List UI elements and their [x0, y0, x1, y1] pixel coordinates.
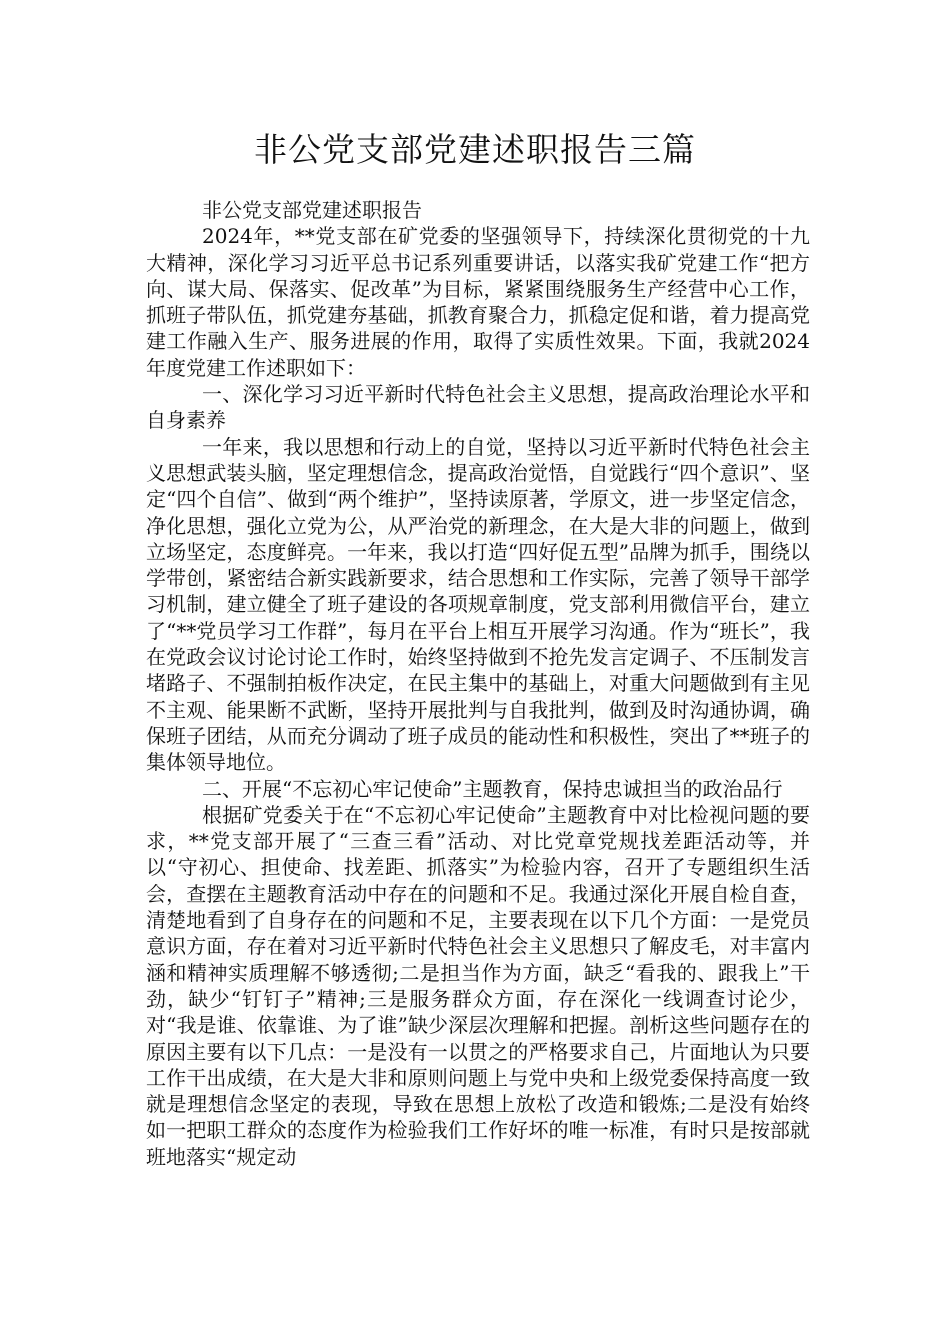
- intro-paragraph: 2024年，**党支部在矿党委的坚强领导下，持续深化贯彻党的十九大精神，深化学习习近平总书记系列重要讲话，以落实我矿党建工作“把方向、谋大局、保落实、促改革”为目标，紧紧围绕服务生产经营中心工作，抓班子带队伍，抓党建夯基础，抓教育聚合力，抓稳定促和谐，着力提高党建工作融入生产、服务进展的作用，取得了实质性效果。下面，我就2024年度党建工作述职如下：: [146, 224, 810, 380]
- section-1-paragraph: 一年来，我以思想和行动上的自觉，坚持以习近平新时代特色社会主义思想武装头脑，坚定理想信念，提高政治觉悟，自觉践行“四个意识”、坚定“四个自信”、做到“两个维护”，坚持读原著，学原文，进一步坚定信念，净化思想，强化立党为公，从严治党的新理念，在大是大非的问题上，做到立场坚定，态度鲜亮。一年来，我以打造“四好促五型”品牌为抓手，围绕以学带创，紧密结合新实践新要求，结合思想和工作实际，完善了领导干部学习机制，建立健全了班子建设的各项规章制度，党支部利用微信平台，建立了“**党员学习工作群”，每月在平台上相互开展学习沟通。作为“班长”，我在党政会议讨论讨论工作时，始终坚持做到不抢先发言定调子、不压制发言堵路子、不强制拍板作决定，在民主集中的基础上，对重大问题做到有主见不主观、能果断不武断，坚持开展批判与自我批判，做到及时沟通协调，确保班子团结，从而充分调动了班子成员的能动性和积极性，突出了**班子的集体领导地位。: [146, 434, 810, 775]
- document-body: [146, 197, 810, 1170]
- section-heading-2: 二、开展“不忘初心牢记使命”主题教育，保持忠诚担当的政治品行: [202, 776, 783, 801]
- section-heading-1: 一、深化学习习近平新时代特色社会主义思想，提高政治理论水平和自身素养: [146, 382, 810, 433]
- section-2-paragraph: 根据矿党委关于在“不忘初心牢记使命”主题教育中对比检视问题的要求，**党支部开展了“三查三看”活动、对比党章党规找差距活动等，并以“守初心、担使命、找差距、抓落实”为检验内容，召开了专题组织生活会，查摆在主题教育活动中存在的问题和不足。我通过深化开展自检自查，清楚地看到了自身存在的问题和不足，主要表现在以下几个方面：一是党员意识方面，存在着对习近平新时代特色社会主义思想只了解皮毛，对丰富内涵和精神实质理解不够透彻;二是担当作为方面，缺乏“看我的、跟我上”干劲，缺少“钉钉子”精神;三是服务群众方面，存在深化一线调查讨论少，对“我是谁、依靠谁、为了谁”缺少深层次理解和把握。剖析这些问题存在的原因主要有以下几点：一是没有一以贯之的严格要求自己，片面地认为只要工作干出成绩，在大是大非和原则问题上与党中央和上级党委保持高度一致就是理想信念坚定的表现，导致在思想上放松了改造和锻炼;二是没有始终如一把职工群众的态度作为检验我们工作好坏的唯一标准，有时只是按部就班地落实“规定动: [146, 802, 810, 1169]
- subtitle-paragraph: 非公党支部党建述职报告: [202, 198, 422, 222]
- document-title: 非公党支部党建述职报告三篇: [254, 130, 696, 169]
